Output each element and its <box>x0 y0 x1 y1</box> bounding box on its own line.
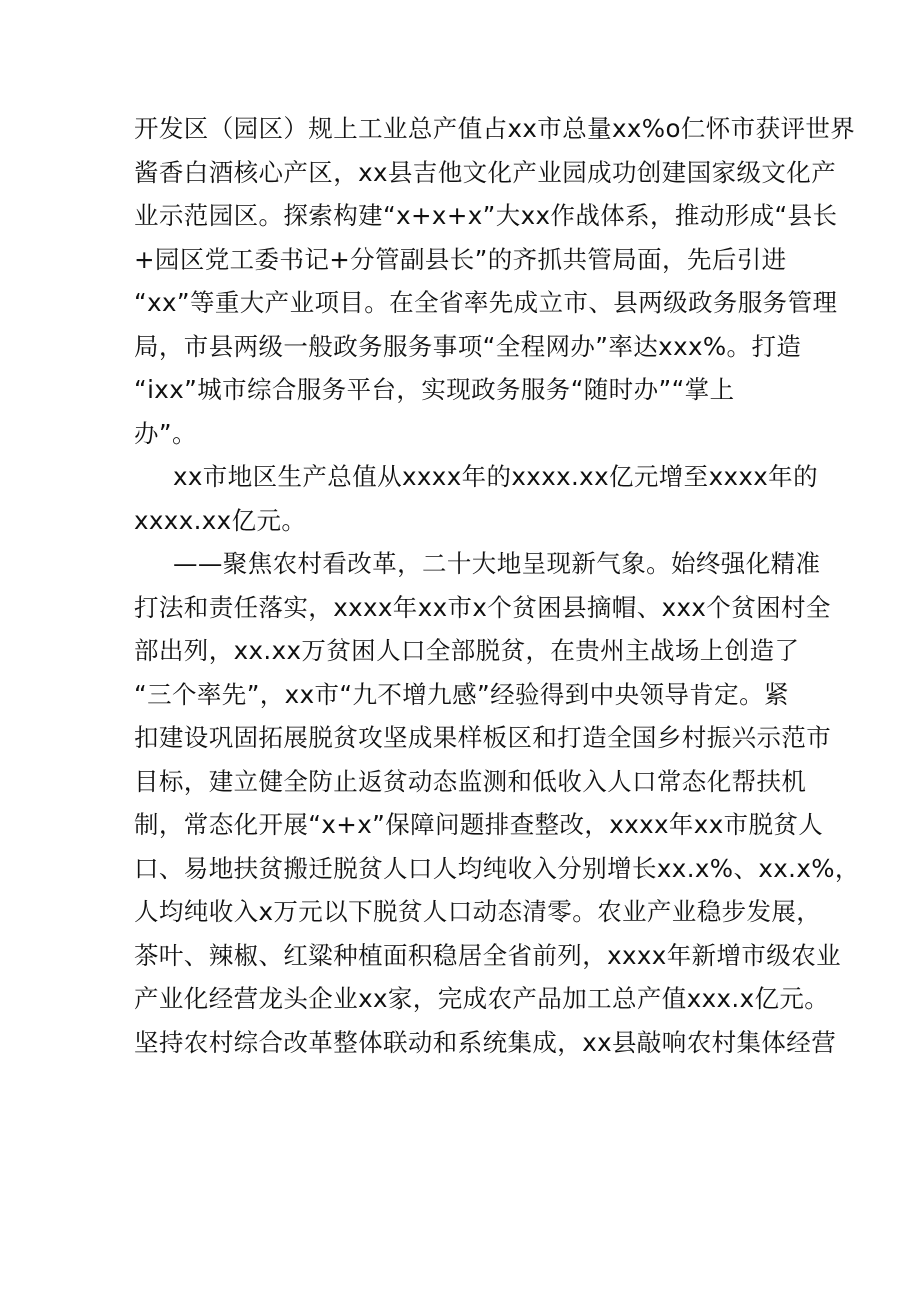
text-line: 部出列，xx.xx万贫困人口全部脱贫，在贵州主战场上创造了 <box>134 636 800 665</box>
text-line: 开发区（园区）规上工业总产值占xx市总量xx%o仁怀市获评世界 <box>134 114 856 143</box>
text-line: 业示范园区。探索构建“x+x+x”大xx作战体系，推动形成“县长 <box>134 201 838 230</box>
text-line: 坚持农村综合改革整体联动和系统集成，xx县敲响农村集体经营 <box>134 1028 837 1057</box>
text-line: ——聚焦农村看改革，二十大地呈现新气象。始终强化精准 <box>173 549 821 578</box>
text-line: 产业化经营龙头企业xx家，完成农产品加工总产值xxx.x亿元。 <box>134 984 830 1013</box>
text-line: xxxx.xx亿元。 <box>134 506 307 535</box>
text-line: 人均纯收入x万元以下脱贫人口动态清零。农业产业稳步发展， <box>134 897 822 926</box>
text-line: “ixx”城市综合服务平台，实现政务服务“随时办”“掌上 <box>134 375 735 404</box>
text-line: 目标，建立健全防止返贫动态监测和低收入人口常态化帮扶机 <box>134 767 807 796</box>
text-line: 办”。 <box>134 419 197 448</box>
text-line: “三个率先”，xx市“九不增九感”经验得到中央领导肯定。紧 <box>134 680 789 709</box>
text-line: 茶叶、辣椒、红粱种植面积稳居全省前列，xxxx年新增市级农业 <box>134 941 841 970</box>
text-line: 扣建设巩固拓展脱贫攻坚成果样板区和打造全国乡村振兴示范市 <box>134 723 832 752</box>
text-line: xx市地区生产总值从xxxx年的xxxx.xx亿元增至xxxx年的 <box>173 462 818 491</box>
text-line: 局，市县两级一般政务服务事项“全程网办”率达xxx%。打造 <box>134 332 802 361</box>
text-line: +园区党工委书记+分管副县长”的齐抓共管局面，先后引进 <box>134 245 787 274</box>
text-line: 口、易地扶贫搬迁脱贫人口人均纯收入分别增长xx.x%、xx.x%， <box>134 854 860 883</box>
text-line: 制，常态化开展“x+x”保障问题排查整改，xxxx年xx市脱贫人 <box>134 810 824 839</box>
text-line: 酱香白酒核心产区，xx县吉他文化产业园成功创建国家级文化产 <box>134 158 837 187</box>
text-line: “xx”等重大产业项目。在全省率先成立市、县两级政务服务管理 <box>134 288 838 317</box>
text-line: 打法和责任落实，xxxx年xx市x个贫困县摘帽、xxx个贫困村全 <box>134 593 831 622</box>
